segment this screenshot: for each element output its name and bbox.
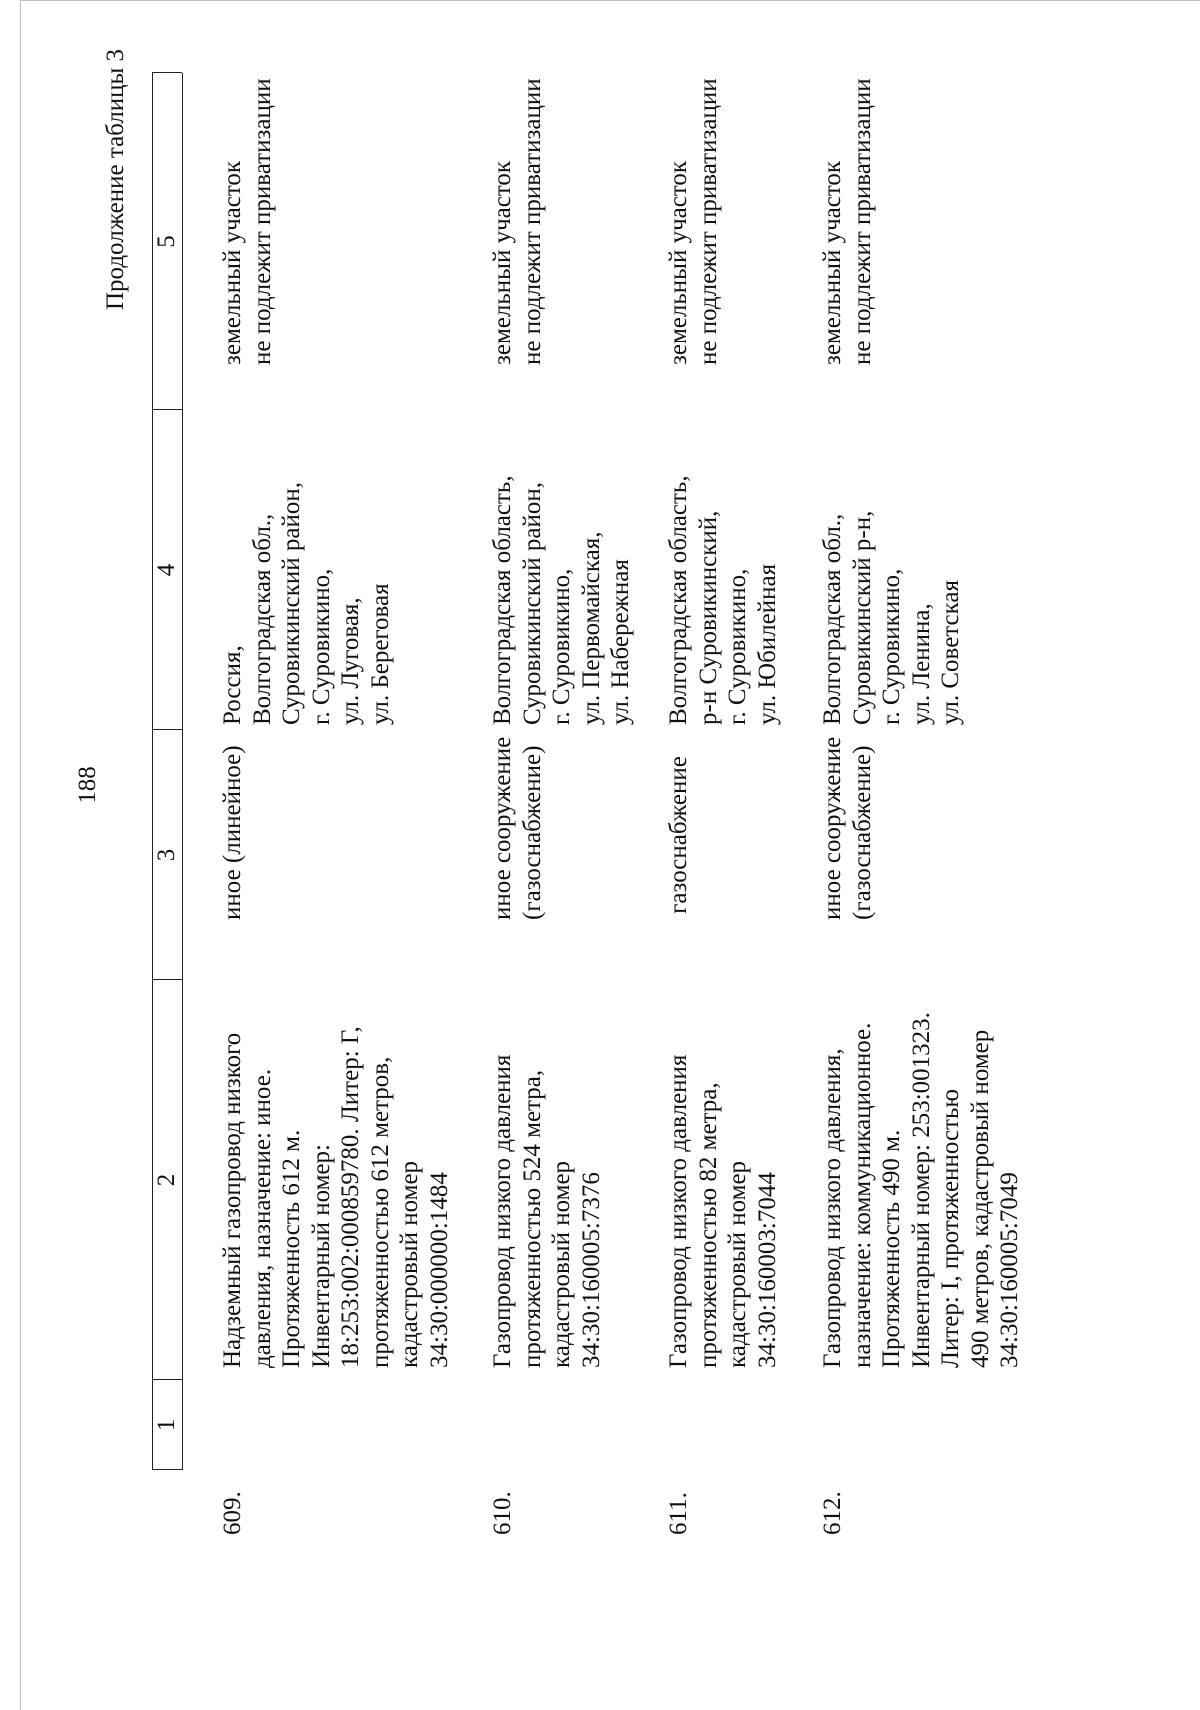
- row-number: 612.: [819, 1491, 846, 1535]
- note-line: земельный участок: [665, 160, 692, 365]
- purpose-line: (газоснабжение): [518, 745, 546, 920]
- object-name-line: 34:30:160005:7376: [577, 1172, 605, 1368]
- address-line: ул. Первомайская,: [577, 531, 605, 725]
- address-line: ул. Набережная: [607, 559, 634, 725]
- address-line: г. Суровикино,: [724, 568, 751, 725]
- address-line: р-н Суровикинский,: [694, 510, 722, 725]
- object-name-line: 18:253:002:000859780. Литер: Г,: [337, 1026, 364, 1368]
- column-header-1: 1: [153, 1418, 180, 1432]
- column-header-2: 2: [153, 1173, 180, 1187]
- object-name-line: кадастровый номер: [396, 1160, 423, 1368]
- object-name-line: 34:30:160005:7049: [996, 1172, 1023, 1368]
- row-number: 611.: [665, 1492, 692, 1535]
- purpose-line: (газоснабжение): [848, 745, 876, 920]
- address-line: ул. Луговая,: [337, 597, 364, 725]
- address-line: г. Суровикино,: [307, 568, 335, 725]
- object-name-line: Инвентарный номер: 253:001323.: [907, 1012, 935, 1368]
- object-name-line: Инвентарный номер:: [307, 1144, 335, 1368]
- object-name-line: 34:30:160003:7044: [753, 1172, 781, 1368]
- object-name-line: назначение: коммуникационное.: [848, 1022, 876, 1368]
- address-line: Волгоградская область,: [665, 475, 692, 725]
- column-header-4: 4: [153, 563, 180, 577]
- address-line: Россия,: [219, 645, 246, 725]
- note-line: не подлежит приватизации: [694, 78, 722, 365]
- address-line: Суровикинский район,: [518, 482, 546, 725]
- row-number: 609.: [219, 1491, 246, 1535]
- page-number: 188: [74, 766, 101, 804]
- purpose-line: иное сооружение: [819, 736, 846, 920]
- object-name-line: Газопровод низкого давления: [665, 1054, 692, 1368]
- column-header-3: 3: [153, 848, 180, 862]
- note-line: не подлежит приватизации: [518, 78, 546, 365]
- purpose-line: газоснабжение: [665, 756, 692, 914]
- address-line: ул. Юбилейная: [753, 563, 781, 725]
- address-line: г. Суровикино,: [878, 568, 905, 725]
- note-line: земельный участок: [219, 160, 246, 365]
- object-name-line: 34:30:000000:1484: [425, 1172, 453, 1368]
- address-line: ул. Ленина,: [907, 603, 935, 725]
- note-line: земельный участок: [819, 160, 846, 365]
- note-line: земельный участок: [489, 160, 516, 365]
- note-line: не подлежит приватизации: [248, 78, 276, 365]
- address-line: ул. Береговая: [366, 583, 394, 725]
- address-line: Волгоградская область,: [489, 475, 516, 725]
- object-name-line: кадастровый номер: [724, 1160, 751, 1368]
- object-name-line: кадастровый номер: [548, 1160, 575, 1368]
- purpose-line: иное (линейное): [219, 745, 246, 920]
- address-line: Суровикинский район,: [278, 482, 305, 725]
- object-name-line: протяженностью 524 метра,: [518, 1069, 546, 1368]
- column-header-5: 5: [153, 235, 180, 248]
- object-name-line: давления, назначение: иное.: [248, 1068, 276, 1368]
- object-name-line: протяженностью 82 метра,: [694, 1082, 722, 1368]
- address-line: г. Суровикино,: [548, 568, 575, 725]
- object-name-line: Газопровод низкого давления,: [819, 1048, 846, 1368]
- address-line: Суровикинский р-н,: [848, 510, 876, 725]
- table-caption: Продолжение таблицы 3: [102, 48, 129, 310]
- address-line: Волгоградская обл.,: [248, 513, 276, 725]
- note-line: не подлежит приватизации: [848, 78, 876, 365]
- purpose-line: иное сооружение: [489, 736, 516, 920]
- object-name-line: Литер: I, протяженностью: [937, 1088, 964, 1368]
- header-bottom-rule: [182, 73, 183, 1470]
- row-number: 610.: [489, 1491, 516, 1535]
- object-name-line: протяженностью 612 метров,: [366, 1056, 394, 1368]
- object-name-line: Газопровод низкого давления: [489, 1054, 516, 1368]
- object-name-line: Протяженность 612 м.: [278, 1129, 305, 1368]
- object-name-line: Протяженность 490 м.: [878, 1129, 905, 1368]
- address-line: ул. Советская: [937, 580, 964, 725]
- object-name-line: 490 метров, кадастровый номер: [966, 1029, 994, 1368]
- object-name-line: Надземный газопровод низкого: [219, 1032, 246, 1368]
- address-line: Волгоградская обл.,: [819, 513, 846, 725]
